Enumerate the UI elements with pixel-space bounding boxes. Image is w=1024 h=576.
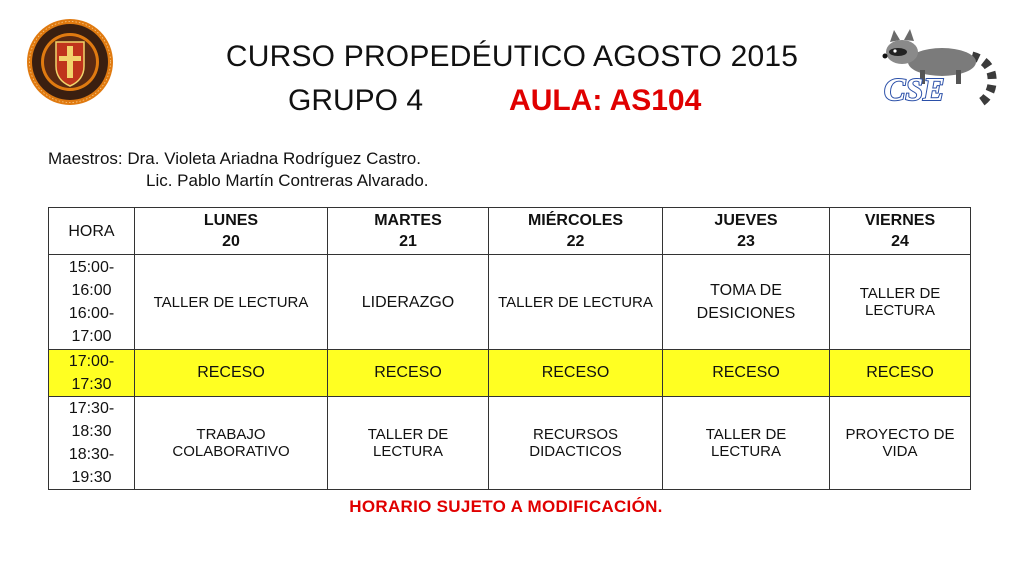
table-header-row [49, 208, 971, 255]
session-cell: RECURSOS DIDACTICOS [489, 397, 663, 490]
teachers-line-1: Maestros: Dra. Violeta Ariadna Rodríguez Castro. [48, 149, 421, 168]
receso-cell: RECESO [135, 350, 328, 397]
time-cell: 15:00- 16:00 16:00- 17:00 [49, 255, 135, 350]
schedule-disclaimer: HORARIO SUJETO A MODIFICACIÓN. [349, 497, 663, 516]
session-cell: TOMA DE DESICIONES [663, 255, 830, 350]
session-cell: TALLER DE LECTURA [489, 255, 663, 350]
time-cell: 17:00- 17:30 [49, 350, 135, 397]
session-cell: TALLER DE LECTURA [135, 255, 328, 350]
session-cell: PROYECTO DE VIDA [830, 397, 971, 490]
day-header-viernes: VIERNES 24 [830, 208, 971, 255]
cse-raccoon-logo [876, 26, 998, 108]
teachers-block [48, 148, 429, 192]
day-header-miercoles: MIÉRCOLES 22 [489, 208, 663, 255]
session-cell: TALLER DE LECTURA [663, 397, 830, 490]
receso-cell: RECESO [489, 350, 663, 397]
group-line [288, 84, 701, 118]
session-cell: TRABAJO COLABORATIVO [135, 397, 328, 490]
cse-logo-text: CSE [884, 71, 945, 107]
receso-cell: RECESO [663, 350, 830, 397]
table-row [49, 255, 971, 350]
aula-label: AULA: AS104 [509, 84, 702, 117]
day-header-martes: MARTES 21 [328, 208, 489, 255]
session-cell: TALLER DE LECTURA [328, 397, 489, 490]
receso-cell: RECESO [830, 350, 971, 397]
university-seal-logo [26, 18, 114, 106]
table-row [49, 350, 971, 397]
session-cell: TALLER DE LECTURA [830, 255, 971, 350]
group-label: GRUPO 4 [288, 84, 424, 117]
table-row [49, 397, 971, 490]
day-header-jueves: JUEVES 23 [663, 208, 830, 255]
teachers-line-2: Lic. Pablo Martín Contreras Alvarado. [146, 171, 429, 190]
page-title: CURSO PROPEDÉUTICO AGOSTO 2015 [225, 40, 799, 73]
receso-cell: RECESO [328, 350, 489, 397]
schedule-table [48, 207, 971, 490]
session-cell: LIDERAZGO [328, 255, 489, 350]
time-cell: 17:30- 18:30 18:30- 19:30 [49, 397, 135, 490]
day-header-lunes: LUNES 20 [135, 208, 328, 255]
hora-header: HORA [49, 208, 135, 255]
